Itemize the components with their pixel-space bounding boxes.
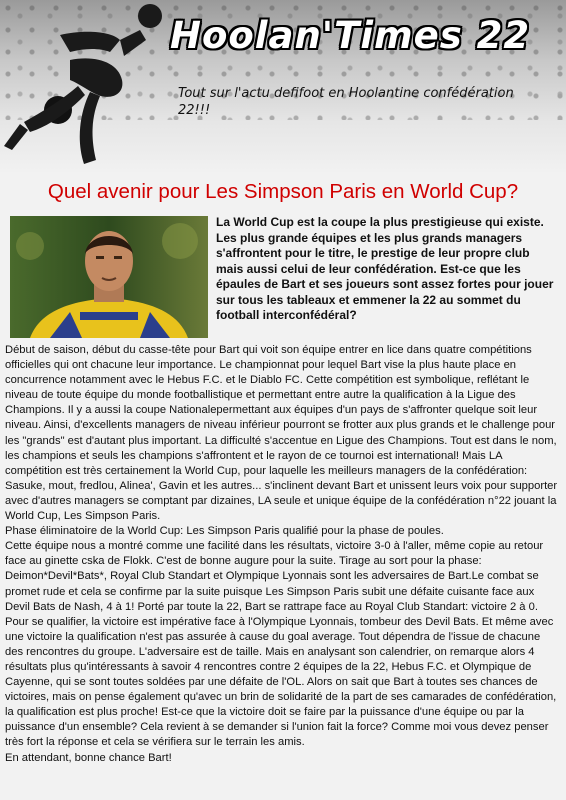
player-photo — [10, 216, 208, 338]
article-body — [5, 343, 561, 766]
masthead-tagline: Tout sur l'actu defifoot en Hoolantine confédération 22!!! — [178, 86, 514, 118]
article-paragraph: Début de saison, début du casse-tête pour Bart qui voit son équipe entrer en lice dans quatre compétitions officielles qui ont chacune leur importance. Le championnat pour lequel Bart vise la plus haute place en concurrence notamment avec le Hebus F.C. et le Diablo FC. Cette compétition est symbolique, reflétant le niveau de toute équipe du monde footballistique et permettant entre autre la qualification à la Ligue des Champions. Il y a aussi la coupe Nationalepermettant aux équipes d'un pays de s'affronter quelque soit leur niveau. Ainsi, d'excellents managers de niveau inférieur pourront se frotter aux plus grands et le challenge pour les "grands" est d'autant plus important. La difficulté s'accentue en Ligue des Champions. Tout est dans le nom, les champions et seuls les champions s'affrontent et le rayon de ce tournoi est international! Mais LA compétition est très certainement la World Cup, pour laquelle les meilleurs managers de la confédération: Sasuke, mout, fredlou, Alinea', Gavin et les autres... s'inclinent devant Bart et unissent leurs voix pour supporter avec d'autres managers se comptant par dizaines, LA seule et unique équipe de la confédération n°22 jouant la World Cup, Les Simpson Paris. — [5, 344, 558, 523]
masthead-title: Hoolan'Times 22 — [170, 14, 531, 57]
article-paragraph: Phase éliminatoire de la World Cup: Les Simpson Paris qualifié pour la phase de poules. — [5, 525, 444, 538]
article-headline: Quel avenir pour Les Simpson Paris en World Cup? — [47, 180, 519, 203]
bicycle-kick-player-silhouette — [0, 0, 175, 175]
article-paragraph: En attendant, bonne chance Bart! — [5, 751, 172, 764]
article-lead: La World Cup est la coupe la plus prestigieuse qui existe. Les plus grande équipes et les plus grands managers s'affrontent pour le titre, le prestige de leur propre club mais aussi celui de leur confédération. Est-ce que les épaules de Bart et ses joueurs sont assez fortes pour jouer sur tous les tableaux et emmener la 22 au sommet du football interconfédéral? — [216, 215, 554, 322]
masthead — [0, 0, 566, 175]
article-paragraph: Cette équipe nous a montré comme une facilité dans les résultats, victoire 3-0 à l'aller, même copie au retour face au ginette cska de Flokk. C'est de bonne augure pour la suite. Tirage au sort pour la phase: Deimon*Devil*Bats*, Royal Club Standart et Olympique Lyonnais sont les adversaires de Bart.Le combat se promet rude et cela se confirme par la suite puisque Les Simpson Paris subit une défaite cuisante face aux Devil Bats de Nash, 4 à 1! Porté par toute la 22, Bart se rattrape face au Royal Club Standart: victoire 2 à 0. Pour se qualifier, la victoire est impérative face à l'Olympique Lyonnais, tombeur des Devil Bats. Et même avec une victoire la qualification n'est pas assurée à cause du goal average. Tout dépendra de l'issue de chacune des rencontres du groupe. L'adversaire est de taille. Mais en analysant son calendrier, on remarque alors 4 résultats plus qu'intéressants à savoir 4 rencontres contre 2 équipes de la 22, Hebus F.C. et Olympique de Cayenne, qui se sont toutes soldées par une défaite de l'OL. Alors on sait que Bart à toutes ses chances de victoires, mais on pense également qu'avec un brin de solidarité de la part de ses camarades de confédération, la qualification est plus proche! Est-ce que la victoire doit se faire par la puissance d'une équipe ou par la puissance d'un ensemble? Cela revient à se demander si l'union fait la force? Comme moi vous devez penser très fort la réponse et cela se vérifiera sur le terrain les amis. — [5, 540, 557, 749]
